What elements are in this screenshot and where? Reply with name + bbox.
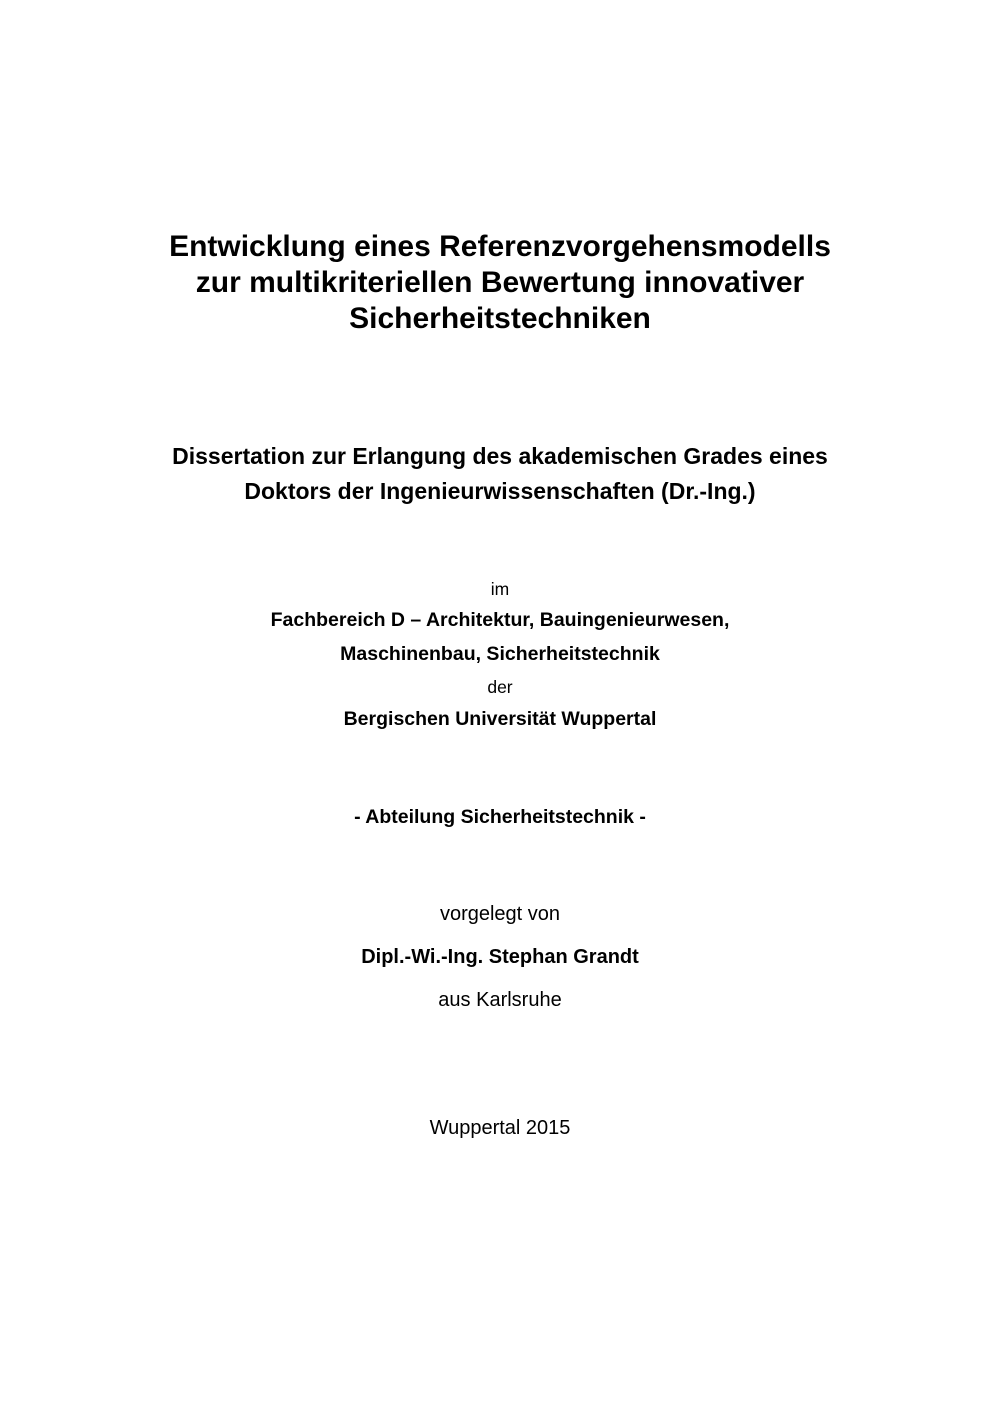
im-text: im (490, 579, 510, 599)
thesis-title-line-1: Entwicklung eines Referenzvorgehensmodells (169, 230, 831, 263)
dissertation-line-1: Dissertation zur Erlangung des akademischen Grades eines (172, 443, 828, 469)
place-and-year: Wuppertal 2015 (429, 1117, 571, 1139)
der-text: der (487, 677, 513, 697)
presented-by-text: vorgelegt von (439, 903, 561, 925)
thesis-title-line-3: Sicherheitstechniken (349, 302, 651, 335)
thesis-title-line-2: zur multikriteriellen Bewertung innovativer (195, 266, 805, 299)
author-origin: aus Karlsruhe (438, 989, 562, 1011)
faculty-line-1: Fachbereich D – Architektur, Bauingenieurwesen, (270, 609, 730, 631)
faculty-line-2: Maschinenbau, Sicherheitstechnik (340, 643, 660, 665)
university-name: Bergischen Universität Wuppertal (343, 708, 657, 730)
department-name: - Abteilung Sicherheitstechnik - (354, 806, 646, 828)
author-name: Dipl.-Wi.-Ing. Stephan Grandt (361, 946, 639, 968)
dissertation-line-2: Doktors der Ingenieurwissenschaften (Dr.-Ing.) (244, 478, 756, 504)
